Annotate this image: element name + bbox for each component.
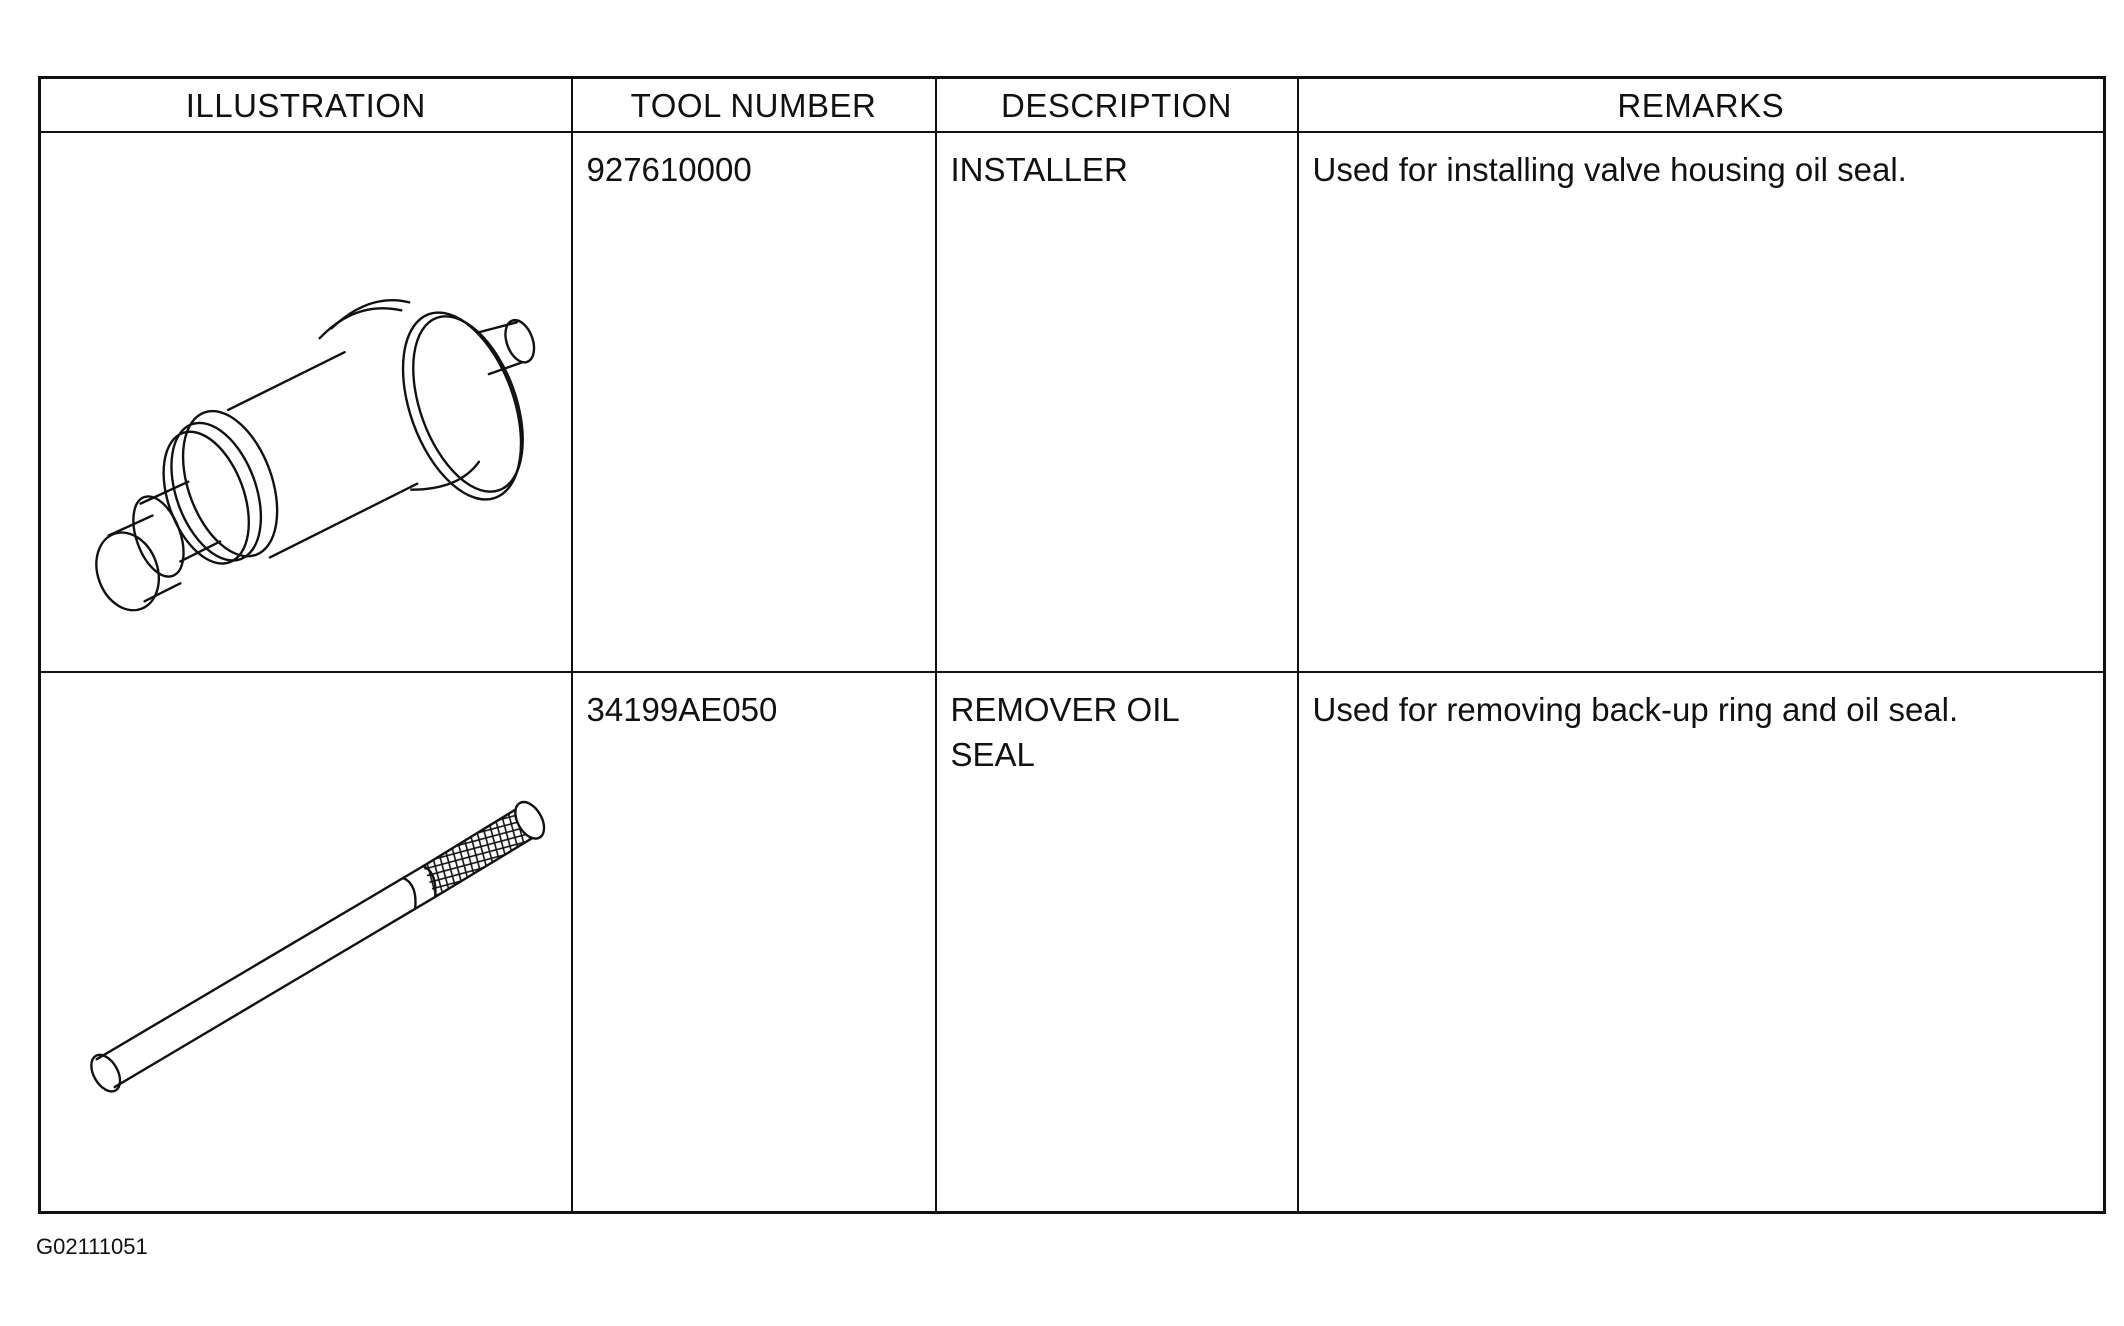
remarks-text: Used for installing valve housing oil seal.: [1312, 151, 1907, 188]
description-text: REMOVER OIL SEAL: [950, 691, 1179, 773]
description-cell: [936, 132, 1298, 672]
tool-number-cell: [572, 132, 936, 672]
remover-oil-seal-tool-icon: [41, 673, 571, 1211]
remarks-text: Used for removing back-up ring and oil seal.: [1312, 691, 1959, 728]
figure-code: G02111051: [36, 1234, 148, 1259]
header-row: [40, 78, 2105, 133]
header-remarks: REMARKS: [1298, 78, 2105, 133]
illustration-cell: [40, 132, 572, 672]
table-row: [40, 132, 2105, 672]
installer-tool-icon: [41, 133, 571, 671]
special-tools-table: [38, 76, 2106, 1214]
tool-number-cell: [572, 672, 936, 1212]
remover-drawing: [85, 797, 550, 1096]
tool-number-text: 34199AE050: [586, 691, 778, 728]
description-text: INSTALLER: [950, 151, 1128, 188]
illustration-cell: [40, 672, 572, 1212]
installer-drawing: [86, 297, 544, 620]
table-row: [40, 672, 2105, 1212]
header-illustration: ILLUSTRATION: [40, 78, 572, 133]
description-cell: [936, 672, 1298, 1212]
remarks-cell: [1298, 672, 2105, 1212]
header-description: DESCRIPTION: [936, 78, 1298, 133]
tool-number-text: 927610000: [586, 151, 752, 188]
header-tool-number: TOOL NUMBER: [572, 78, 936, 133]
remarks-cell: [1298, 132, 2105, 672]
